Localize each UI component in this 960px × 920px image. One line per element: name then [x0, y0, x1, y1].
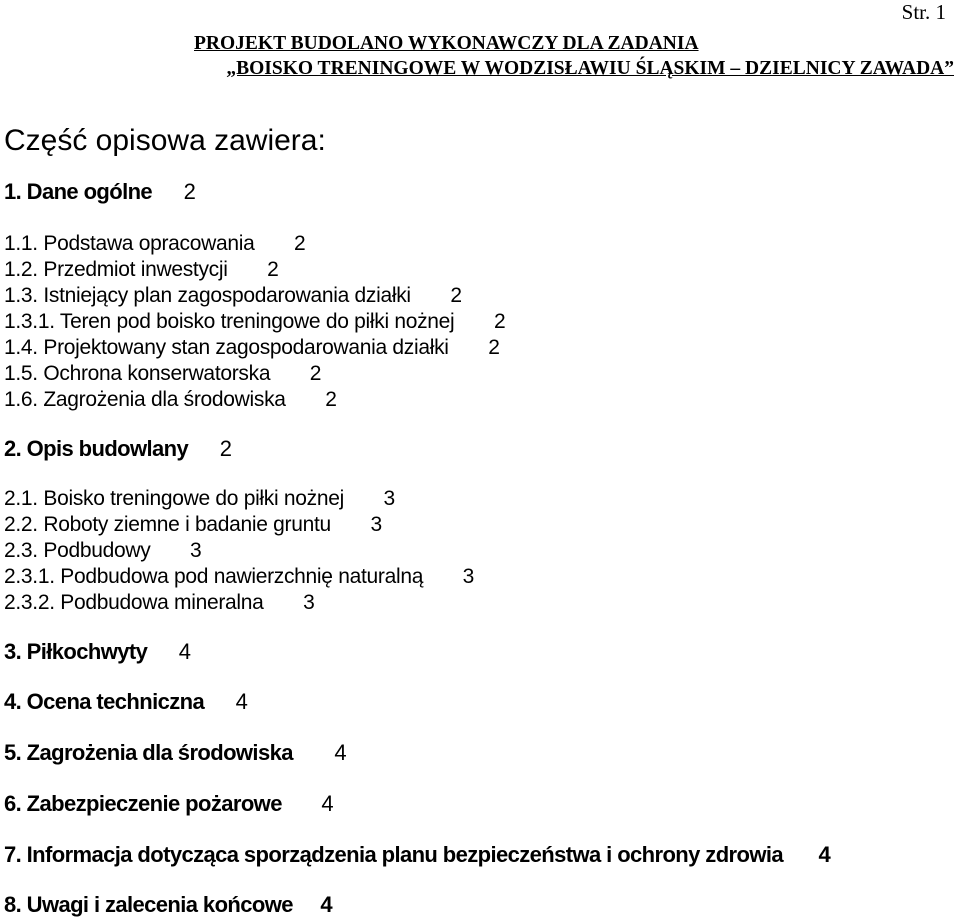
toc-entry-label: 2.3. Podbudowy [4, 539, 151, 562]
toc-entry-label: 1.6. Zagrożenia dla środowiska [4, 388, 286, 411]
toc-entry-6 [4, 791, 333, 817]
toc-entry-1-4 [4, 336, 500, 360]
toc-entry-label: 3. Piłkochwyty [4, 639, 148, 664]
toc-entry-page: 2 [450, 284, 462, 307]
toc-entry-page: 4 [818, 842, 831, 867]
toc-entry-1-2 [4, 258, 279, 282]
toc-entry-label: 2.3.1. Podbudowa pod nawierzchnię naturalną [4, 565, 424, 588]
toc-entry-page: 3 [462, 565, 475, 588]
toc-entry-5 [4, 740, 346, 766]
toc-entry-page: 2 [183, 179, 196, 204]
toc-entry-page: 4 [320, 892, 333, 917]
toc-entry-2-3-2 [4, 591, 315, 615]
toc-entry-2-2 [4, 513, 382, 537]
toc-entry-1-3 [4, 284, 462, 308]
toc-entry-page: 3 [303, 591, 315, 614]
toc-entry-1-5 [4, 362, 321, 386]
toc-entry-page: 3 [370, 513, 382, 536]
toc-entry-page: 3 [189, 539, 202, 562]
toc-entry-2-1 [4, 487, 395, 511]
document-header-line2: „BOISKO TRENINGOWE W WODZISŁAWIU ŚLĄSKIM – DZIELNICY ZAWADA” [226, 58, 954, 79]
toc-entry-page: 4 [235, 689, 248, 714]
toc-entry-1-6 [4, 388, 337, 412]
toc-entry-label: 6. Zabezpieczenie pożarowe [4, 791, 282, 816]
toc-entry-page: 2 [309, 362, 322, 385]
toc-entry-7 [4, 842, 830, 868]
toc-title: Część opisowa zawiera: [4, 124, 326, 157]
toc-entry-label: 1. Dane ogólne [4, 179, 153, 204]
toc-entry-label: 1.5. Ochrona konserwatorska [4, 362, 271, 385]
toc-entry-1 [4, 179, 195, 205]
toc-entry-2 [4, 436, 231, 462]
toc-entry-label: 1.3.1. Teren pod boisko treningowe do piłki nożnej [4, 310, 455, 333]
toc-entry-label: 2. Opis budowlany [4, 436, 189, 461]
toc-entry-1-3-1 [4, 310, 505, 334]
toc-entry-page: 4 [334, 740, 347, 765]
toc-entry-page: 2 [267, 258, 279, 281]
toc-entry-1-1 [4, 232, 305, 256]
toc-entry-page: 2 [294, 232, 306, 255]
toc-entry-8 [4, 892, 332, 918]
toc-entry-label: 5. Zagrożenia dla środowiska [4, 740, 293, 765]
toc-entry-label: 4. Ocena techniczna [4, 689, 205, 714]
toc-entry-page: 2 [325, 388, 337, 411]
toc-entry-2-3 [4, 539, 201, 563]
page-number: Str. 1 [901, 0, 946, 24]
toc-entry-label: 2.2. Roboty ziemne i badanie gruntu [4, 513, 331, 536]
toc-entry-label: 1.2. Przedmiot inwestycji [4, 258, 228, 281]
toc-entry-label: 1.1. Podstawa opracowania [4, 232, 255, 255]
toc-entry-4 [4, 689, 247, 715]
toc-entry-label: 1.3. Istniejący plan zagospodarowania działki [4, 284, 411, 307]
toc-entry-page: 4 [321, 791, 333, 816]
toc-entry-label: 8. Uwagi i zalecenia końcowe [4, 892, 293, 917]
toc-entry-page: 2 [493, 310, 506, 333]
toc-entry-page: 3 [383, 487, 395, 510]
toc-entry-label: 7. Informacja dotycząca sporządzenia planu bezpieczeństwa i ochrony zdrowia [4, 842, 783, 867]
toc-entry-2-3-1 [4, 565, 474, 589]
toc-entry-label: 1.4. Projektowany stan zagospodarowania działki [4, 336, 449, 359]
document-header-line1: PROJEKT BUDOLANO WYKONAWCZY DLA ZADANIA [194, 33, 699, 54]
toc-entry-page: 2 [488, 336, 500, 359]
toc-entry-label: 2.3.2. Podbudowa mineralna [4, 591, 264, 614]
toc-entry-label: 2.1. Boisko treningowe do piłki nożnej [4, 487, 344, 510]
toc-entry-page: 4 [178, 639, 191, 664]
toc-entry-3 [4, 639, 190, 665]
toc-entry-page: 2 [219, 436, 232, 461]
